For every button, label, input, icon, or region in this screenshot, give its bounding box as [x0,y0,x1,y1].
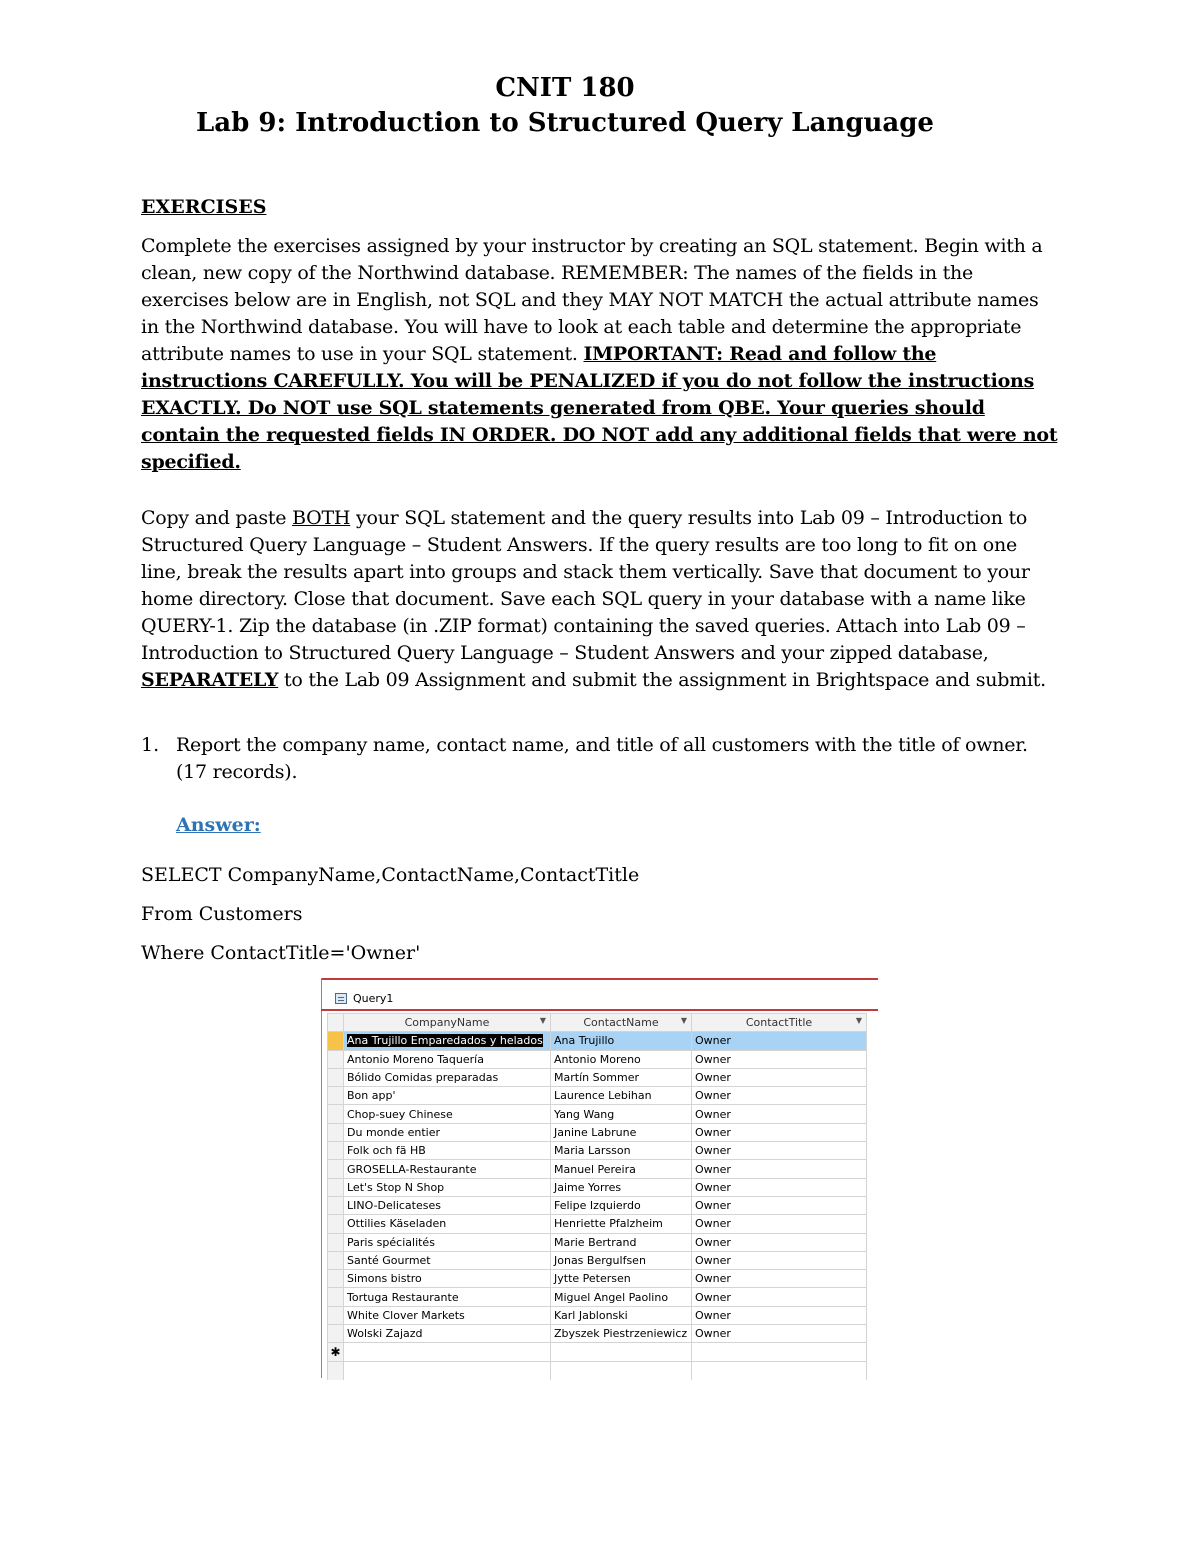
cell-companyname[interactable] [344,1288,551,1306]
cell-value: Janine Labrune [554,1125,637,1139]
table-row[interactable] [328,1325,867,1343]
cell-value: Owner [695,1327,731,1341]
dropdown-arrow-icon[interactable]: ▼ [539,1016,546,1025]
new-record-icon: ✱ [328,1343,344,1361]
cell-value: Owner [695,1125,731,1139]
cell-contacttitle[interactable] [692,1160,867,1178]
course-title: CNIT 180 [495,73,635,103]
cell-contacttitle[interactable] [692,1142,867,1160]
cell-value: White Clover Markets [347,1308,465,1322]
empty-area [328,1361,867,1380]
new-record-cell[interactable] [344,1343,551,1361]
query-datasheet-screenshot [321,978,878,1378]
cell-value: Owner [695,1235,731,1249]
cell-value: Wolski Zajazd [347,1327,423,1341]
window-border [321,978,322,1378]
text-line: (17 records). [176,761,298,783]
both-emphasis: BOTH [292,507,351,529]
cell-contactname[interactable] [551,1123,692,1141]
table-row[interactable] [328,1087,867,1105]
important-line: specified. [141,451,241,473]
exercises-heading: EXERCISES [141,196,267,218]
cell-contacttitle[interactable] [692,1050,867,1068]
cell-value: Jonas Bergulfsen [554,1254,646,1267]
text-line: clean, new copy of the Northwind database. REMEMBER: The names of the fields in the [141,262,973,284]
text-line [141,505,1071,532]
row-selector[interactable] [328,1105,344,1123]
cell-value: GROSELLA-Restaurante [347,1162,477,1176]
cell-value: Owner [695,1107,731,1121]
cell-value: Chop-suey Chinese [347,1107,453,1121]
cell-contactname[interactable] [551,1288,692,1306]
cell-value: Jaime Yorres [554,1180,622,1194]
cell-companyname[interactable] [344,1178,551,1196]
cell-contacttitle[interactable] [692,1251,867,1269]
cell-value: Manuel Pereira [554,1162,636,1176]
cell-value: Owner [695,1272,731,1286]
cell-companyname[interactable] [344,1123,551,1141]
cell-contactname[interactable] [551,1178,692,1196]
lab-title: Lab 9: Introduction to Structured Query Language [196,108,934,138]
cell-value: Miguel Angel Paolino [554,1290,669,1304]
question-number: 1. [141,734,160,756]
empty-cell [328,1361,344,1380]
text-line: Structured Query Language – Student Answers. If the query results are too long to fit on one [141,534,1017,556]
cell-contacttitle[interactable] [692,1270,867,1288]
column-header-label: ContactTitle [745,1016,813,1030]
cell-contactname[interactable] [551,1270,692,1288]
text-line: exercises below are in English, not SQL and they MAY NOT MATCH the actual attribute names [141,289,1039,311]
text-line [141,667,1071,694]
cell-value: Owner [695,1180,731,1194]
results-table [327,1013,867,1380]
cell-value: Ana Trujillo Emparedados y helados [347,1034,543,1048]
empty-cell [551,1361,692,1380]
sql-line: From Customers [141,903,303,925]
important-line: EXACTLY. Do NOT use SQL statements generated from QBE. Your queries should [141,397,985,419]
cell-value: Owner [695,1254,731,1267]
cell-value: Yang Wang [554,1107,615,1121]
cell-value: LINO-Delicateses [347,1199,441,1213]
cell-value: Owner [695,1071,731,1085]
text-line: Report the company name, contact name, and title of all customers with the title of owner. [176,734,1028,756]
cell-value: Laurence Lebihan [554,1089,652,1103]
important-line: instructions CAREFULLY. You will be PENALIZED if you do not follow the instructions [141,370,1035,392]
new-record-cell[interactable] [692,1343,867,1361]
query-tab-label: Query1 [353,991,394,1005]
table-row[interactable] [328,1068,867,1086]
column-header-contactname[interactable] [551,1014,692,1032]
cell-value: Santé Gourmet [347,1254,431,1267]
column-header-label: CompanyName [404,1016,490,1030]
cell-contacttitle[interactable] [692,1068,867,1086]
cell-value: Maria Larsson [554,1144,631,1158]
table-row[interactable] [328,1142,867,1160]
cell-contactname[interactable] [551,1105,692,1123]
cell-companyname[interactable] [344,1087,551,1105]
table-row[interactable] [328,1196,867,1214]
cell-contacttitle[interactable] [692,1087,867,1105]
text-line: Introduction to Structured Query Language – Student Answers and your zipped database, [141,642,989,664]
table-row[interactable] [328,1160,867,1178]
cell-contactname[interactable] [551,1068,692,1086]
datasheet-grid [327,1013,867,1380]
row-selector[interactable] [328,1068,344,1086]
column-header-companyname[interactable] [344,1014,551,1032]
dropdown-arrow-icon[interactable]: ▼ [680,1016,687,1025]
empty-cell [344,1361,551,1380]
table-row[interactable] [328,1288,867,1306]
empty-cell [692,1361,867,1380]
cell-contactname[interactable] [551,1196,692,1214]
question-text [176,732,1056,786]
table-row[interactable] [328,1306,867,1324]
row-selector[interactable] [328,1142,344,1160]
text-line: in the Northwind database. You will have to look at each table and determine the appropriate [141,316,1022,338]
cell-companyname[interactable] [344,1270,551,1288]
cell-contacttitle[interactable] [692,1215,867,1233]
cell-value: Owner [695,1290,731,1304]
text-line: Complete the exercises assigned by your instructor by creating an SQL statement. Begin with a [141,235,1043,257]
cell-companyname[interactable] [344,1233,551,1251]
row-selector[interactable] [328,1306,344,1324]
cell-companyname[interactable] [344,1105,551,1123]
window-border [321,978,878,980]
cell-companyname[interactable] [344,1251,551,1269]
column-header-label: ContactName [583,1016,659,1030]
table-row[interactable] [328,1050,867,1068]
text-run: attribute names to use in your SQL statement. [141,343,584,365]
cell-value: Zbyszek Piestrzeniewicz [554,1327,688,1341]
row-selector[interactable] [328,1288,344,1306]
text-line: QUERY-1. Zip the database (in .ZIP format) containing the saved queries. Attach into Lab 09 – [141,615,1026,637]
cell-value: Owner [695,1144,731,1158]
cell-contactname[interactable] [551,1032,692,1050]
cell-value: Henriette Pfalzheim [554,1217,663,1231]
table-row[interactable] [328,1215,867,1233]
cell-contactname[interactable] [551,1215,692,1233]
text-line: line, break the results apart into groups and stack them vertically. Save that document to your [141,561,1030,583]
cell-value: Felipe Izquierdo [554,1199,641,1213]
cell-contacttitle[interactable] [692,1233,867,1251]
cell-companyname[interactable] [344,1215,551,1233]
cell-companyname[interactable] [344,1196,551,1214]
text-run: your SQL statement and the query results into Lab 09 – Introduction to [350,507,1028,529]
table-row[interactable] [328,1270,867,1288]
cell-companyname[interactable] [344,1050,551,1068]
cell-contactname[interactable] [551,1050,692,1068]
results-body [328,1032,867,1380]
cell-contactname[interactable] [551,1160,692,1178]
cell-value: Owner [695,1217,731,1231]
row-selector[interactable] [328,1270,344,1288]
submission-paragraph [141,505,1071,694]
important-line: contain the requested fields IN ORDER. DO NOT add any additional fields that were not [141,424,1058,446]
tab-underline [321,1009,878,1011]
cell-contacttitle[interactable] [692,1178,867,1196]
cell-value: Folk och fä HB [347,1144,426,1158]
separately-emphasis: SEPARATELY [141,669,279,691]
cell-contacttitle[interactable] [692,1105,867,1123]
cell-value: Bólido Comidas preparadas [347,1071,499,1085]
cell-value: Paris spécialités [347,1235,435,1249]
column-header-contacttitle[interactable] [692,1014,867,1032]
sql-line: Where ContactTitle='Owner' [141,942,421,964]
instructions-paragraph [141,233,1071,476]
cell-contacttitle[interactable] [692,1032,867,1050]
row-selector[interactable] [328,1178,344,1196]
cell-value: Let's Stop N Shop [347,1180,445,1194]
cell-contactname[interactable] [551,1325,692,1343]
query-table-icon [335,993,347,1004]
cell-value: Antonio Moreno Taquería [347,1052,484,1066]
row-selector[interactable] [328,1160,344,1178]
cell-contactname[interactable] [551,1142,692,1160]
cell-value: Bon app' [347,1089,396,1103]
table-row[interactable] [328,1251,867,1269]
cell-contacttitle[interactable] [692,1306,867,1324]
cell-value: Owner [695,1089,731,1103]
cell-value: Owner [695,1034,731,1048]
cell-value: Simons bistro [347,1272,422,1286]
new-record-cell[interactable] [551,1343,692,1361]
text-run: to the Lab 09 Assignment and submit the assignment in Brightspace and submit. [278,669,1046,691]
cell-value: Du monde entier [347,1125,441,1139]
cell-companyname[interactable] [344,1032,551,1050]
text-run: Copy and paste [141,507,293,529]
cell-value: Ottilies Käseladen [347,1217,447,1231]
table-row[interactable] [328,1178,867,1196]
cell-contactname[interactable] [551,1306,692,1324]
cell-contacttitle[interactable] [692,1196,867,1214]
cell-value: Owner [695,1308,731,1322]
cell-companyname[interactable] [344,1325,551,1343]
row-selector[interactable] [328,1123,344,1141]
cell-contactname[interactable] [551,1233,692,1251]
select-all-corner[interactable] [328,1014,344,1032]
table-row[interactable] [328,1233,867,1251]
cell-value: Owner [695,1052,731,1066]
cell-companyname[interactable] [344,1306,551,1324]
row-selector[interactable] [328,1325,344,1343]
answer-label: Answer: [176,814,261,836]
text-line: home directory. Close that document. Save each SQL query in your database with a name like [141,588,1026,610]
cell-companyname[interactable] [344,1068,551,1086]
row-selector[interactable] [328,1032,344,1050]
sql-line: SELECT CompanyName,ContactName,ContactTitle [141,864,640,886]
cell-contacttitle[interactable] [692,1288,867,1306]
cell-companyname[interactable] [344,1142,551,1160]
new-record-row[interactable] [328,1343,867,1361]
cell-value: Owner [695,1199,731,1213]
cell-value: Antonio Moreno [554,1052,641,1066]
cell-contactname[interactable] [551,1087,692,1105]
cell-value: Owner [695,1162,731,1176]
cell-contacttitle[interactable] [692,1325,867,1343]
table-row[interactable] [328,1105,867,1123]
cell-value: Martín Sommer [554,1071,640,1085]
important-text: IMPORTANT: Read and follow the [583,343,937,365]
cell-contacttitle[interactable] [692,1123,867,1141]
row-selector[interactable] [328,1196,344,1214]
table-row[interactable] [328,1032,867,1050]
row-selector[interactable] [328,1087,344,1105]
cell-value: Tortuga Restaurante [347,1290,459,1304]
query-tab[interactable] [335,987,393,1009]
cell-value: Jytte Petersen [554,1272,631,1286]
cell-value: Karl Jablonski [554,1308,628,1322]
table-row[interactable] [328,1123,867,1141]
cell-contactname[interactable] [551,1251,692,1269]
dropdown-arrow-icon[interactable]: ▼ [855,1016,862,1025]
row-selector[interactable] [328,1233,344,1251]
row-selector[interactable] [328,1050,344,1068]
row-selector[interactable] [328,1215,344,1233]
cell-value: Ana Trujillo [554,1034,615,1048]
row-selector[interactable] [328,1251,344,1269]
cell-companyname[interactable] [344,1160,551,1178]
text-line [141,341,1071,368]
cell-value: Marie Bertrand [554,1235,637,1249]
